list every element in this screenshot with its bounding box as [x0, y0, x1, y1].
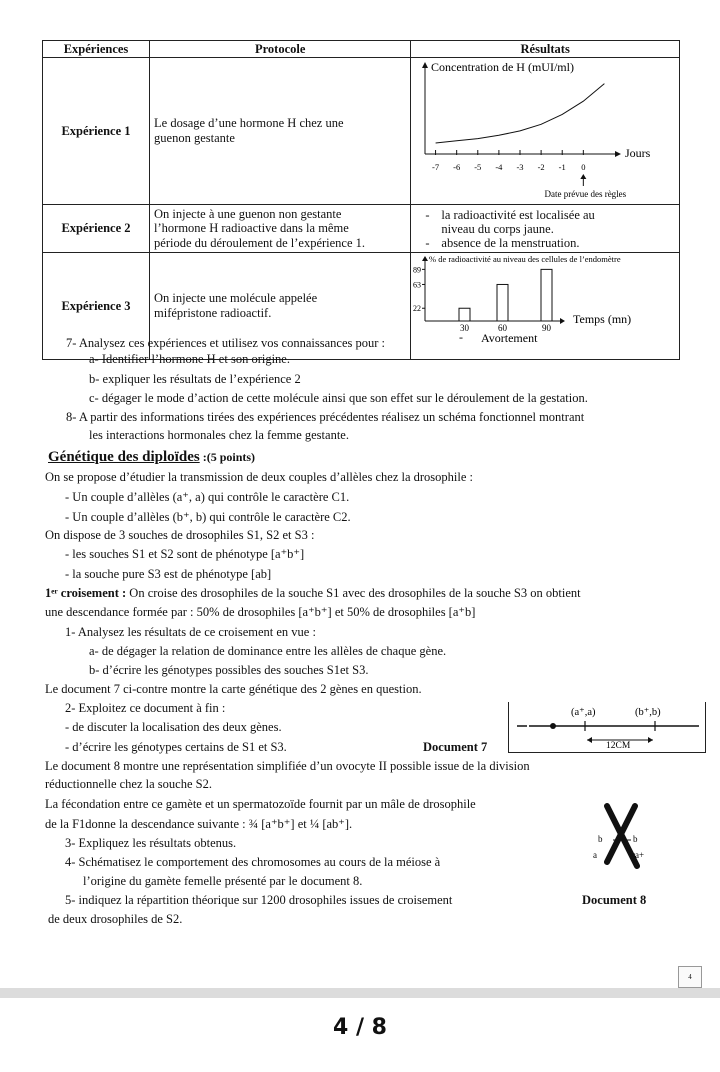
x-tick-label: -1	[559, 162, 567, 172]
q1-b: b- d’écrire les génotypes possibles des souches S1et S3.	[89, 663, 369, 677]
x-axis-label: Temps (mn)	[573, 312, 632, 326]
gene-a-label: (a⁺,a)	[571, 707, 596, 718]
q8-line2: les interactions hormonales chez la femme gestante.	[89, 428, 349, 442]
q7-b: b- expliquer les résultats de l’expérience 2	[89, 372, 301, 386]
result-item: niveau du corps jaune.	[441, 221, 554, 236]
y-axis-arrow	[422, 256, 428, 261]
distance-arrow-tail	[587, 737, 592, 743]
x-axis-label: Jours	[625, 146, 651, 160]
allele-couple-1: - Un couple d’allèles (a⁺, a) qui contrôle le caractère C1.	[65, 490, 350, 504]
x-tick-label: 60	[498, 323, 508, 333]
genetics-title: Génétique des diploïdes	[48, 449, 200, 465]
experience-2-label: Expérience 2	[43, 205, 150, 253]
x-tick-label: -7	[432, 162, 440, 172]
result-item: - la radioactivité est localisée au	[425, 207, 595, 222]
rules-date-label: Date prévue des règles	[544, 189, 627, 199]
q3: 3- Expliquez les résultats obtenus.	[65, 836, 237, 850]
allele-b-right: b	[633, 834, 638, 844]
x-axis-arrow	[615, 151, 621, 157]
header-protocole: Protocole	[150, 41, 411, 58]
q7-a: a- Identifier l’hormone H et son origine.	[89, 352, 290, 366]
bar-90	[541, 269, 552, 321]
doc7-intro: Le document 7 ci-contre montre la carte génétique des 2 gènes en question.	[45, 682, 422, 696]
protocol-line: mifépristone radioactif.	[154, 306, 272, 320]
experiments-table	[42, 40, 680, 360]
protocol-line: période du déroulement de l’expérience 1.	[154, 235, 366, 250]
genetics-heading	[48, 450, 255, 466]
genetic-map-diagram	[509, 702, 705, 752]
allele-a-right: a+	[635, 850, 645, 860]
header-resultats: Résultats	[411, 41, 680, 58]
distance-label: 12CM	[606, 741, 631, 751]
page-number: 4 / 8	[333, 1015, 387, 1040]
y-axis-label: % de radioactivité au niveau des cellules de l’endomètre	[429, 254, 622, 264]
document-7-label: Document 7	[423, 740, 488, 754]
first-cross-result: une descendance formée par : 50% de drosophiles [a⁺b⁺] et 50% de drosophiles [a⁺b]	[45, 605, 476, 619]
protocol-line: On injecte une molécule appelée	[154, 291, 318, 305]
genetics-intro: On se propose d’étudier la transmission de deux couples d’allèles chez la drosophile :	[45, 470, 474, 484]
q2-b: - d’écrire les génotypes certains de S1 et S3.	[65, 740, 287, 754]
q7-title: 7- Analysez ces expériences et utilisez vos connaissances pour :	[66, 336, 385, 350]
result-avortement: Avortement	[481, 331, 538, 345]
first-cross-label: 1ᵉʳ croisement :	[45, 586, 127, 600]
x-tick-label: 90	[542, 323, 552, 333]
x-tick-label: 30	[460, 323, 470, 333]
doc8-intro-line1: Le document 8 montre une représentation simplifiée d’un ovocyte II possible issue de la division	[45, 759, 530, 773]
protocol-line: l’hormone H radioactive dans la même	[154, 221, 349, 236]
experience-1-label: Expérience 1	[43, 58, 150, 205]
q4-line2: l’origine du gamète femelle présenté par le document 8.	[83, 874, 363, 888]
experience-1-protocol	[150, 58, 411, 205]
y-tick-label: 63	[413, 280, 422, 290]
document-8-chromosome	[585, 800, 665, 870]
document-8-label: Document 8	[582, 893, 647, 907]
x-tick-label: 0	[581, 162, 586, 172]
q7-c: c- dégager le mode d’action de cette molécule ainsi que son effet sur le déroulement de la gestation.	[89, 391, 588, 405]
x-tick-label: -2	[537, 162, 546, 172]
page-footer-bar	[0, 988, 720, 998]
experience-2-results	[411, 205, 680, 253]
genetics-points: :(5 points)	[199, 450, 256, 464]
allele-b-left: b	[598, 834, 603, 844]
q1: 1- Analysez les résultats de ce croisement en vue :	[65, 625, 316, 639]
x-tick-label: -3	[516, 162, 524, 172]
q5-line2: de deux drosophiles de S2.	[48, 912, 183, 926]
hormone-curve	[436, 84, 605, 143]
experience-3-label: Expérience 3	[43, 253, 150, 360]
result-item: - absence de la menstruation.	[425, 235, 580, 250]
strain-s3: - la souche pure S3 est de phénotype [ab]	[65, 567, 272, 581]
header-experiences: Expériences	[43, 41, 150, 58]
bar-60	[497, 284, 508, 321]
allele-a-left: a	[593, 850, 597, 860]
first-cross	[45, 586, 581, 602]
first-cross-text: On croise des drosophiles de la souche S1 avec des drosophiles de la souche S3 on obtient	[126, 586, 581, 600]
q5-line1: 5- indiquez la répartition théorique sur 1200 drosophiles issues de croisement	[65, 893, 453, 907]
y-tick-label: 22	[413, 304, 422, 314]
centromere-dot	[550, 723, 556, 729]
x-tick-label: -4	[495, 162, 503, 172]
gene-b-label: (b⁺,b)	[635, 707, 661, 718]
x-tick-label: -6	[453, 162, 461, 172]
strains-s1-s2: - les souches S1 et S2 sont de phénotype [a⁺b⁺]	[65, 547, 305, 561]
fecondation-line1: La fécondation entre ce gamète et un spermatozoïde fournit par un mâle de drosophile	[45, 797, 476, 811]
x-tick-label: -5	[474, 162, 482, 172]
y-axis-label: Concentration de H (mUI/ml)	[431, 60, 575, 74]
q1-a: a- de dégager la relation de dominance entre les allèles de chaque gène.	[89, 644, 447, 658]
protocol-line: guenon gestante	[154, 131, 235, 145]
x-axis-arrow	[560, 318, 565, 324]
allele-couple-2: - Un couple d’allèles (b⁺, b) qui contrôle le caractère C2.	[65, 510, 351, 524]
q8-line1: 8- A partir des informations tirées des expériences précédentes réalisez un schéma fonctionnel montrant	[66, 410, 585, 424]
doc8-intro-line2: réductionnelle chez la souche S2.	[45, 777, 212, 791]
result-dash: -	[459, 330, 464, 344]
radioactivity-bar-chart	[411, 253, 671, 355]
document-7-map	[508, 702, 706, 753]
experience-1-result-chart	[411, 58, 680, 205]
rules-date-arrow-head	[581, 174, 587, 179]
hormone-concentration-chart	[411, 58, 671, 200]
q4-line1: 4- Schématisez le comportement des chromosomes au cours de la méiose à	[65, 855, 441, 869]
distance-arrow-head	[648, 737, 653, 743]
y-axis-arrow	[422, 62, 428, 68]
q2: 2- Exploitez ce document à fin :	[65, 701, 226, 715]
strains-intro: On dispose de 3 souches de drosophiles S1, S2 et S3 :	[45, 528, 315, 542]
corner-page-tag: 4	[678, 966, 702, 988]
protocol-line: Le dosage d’une hormone H chez une	[154, 116, 344, 130]
q2-a: - de discuter la localisation des deux gènes.	[65, 720, 282, 734]
experience-2-protocol	[150, 205, 411, 253]
fecondation-line2: de la F1donne la descendance suivante : ¾ [a⁺b⁺] et ¼ [ab⁺].	[45, 817, 353, 831]
bar-30	[459, 308, 470, 321]
protocol-line: On injecte à une guenon non gestante	[154, 206, 342, 221]
y-tick-label: 89	[413, 265, 422, 275]
experience-3-result-chart	[411, 253, 680, 360]
